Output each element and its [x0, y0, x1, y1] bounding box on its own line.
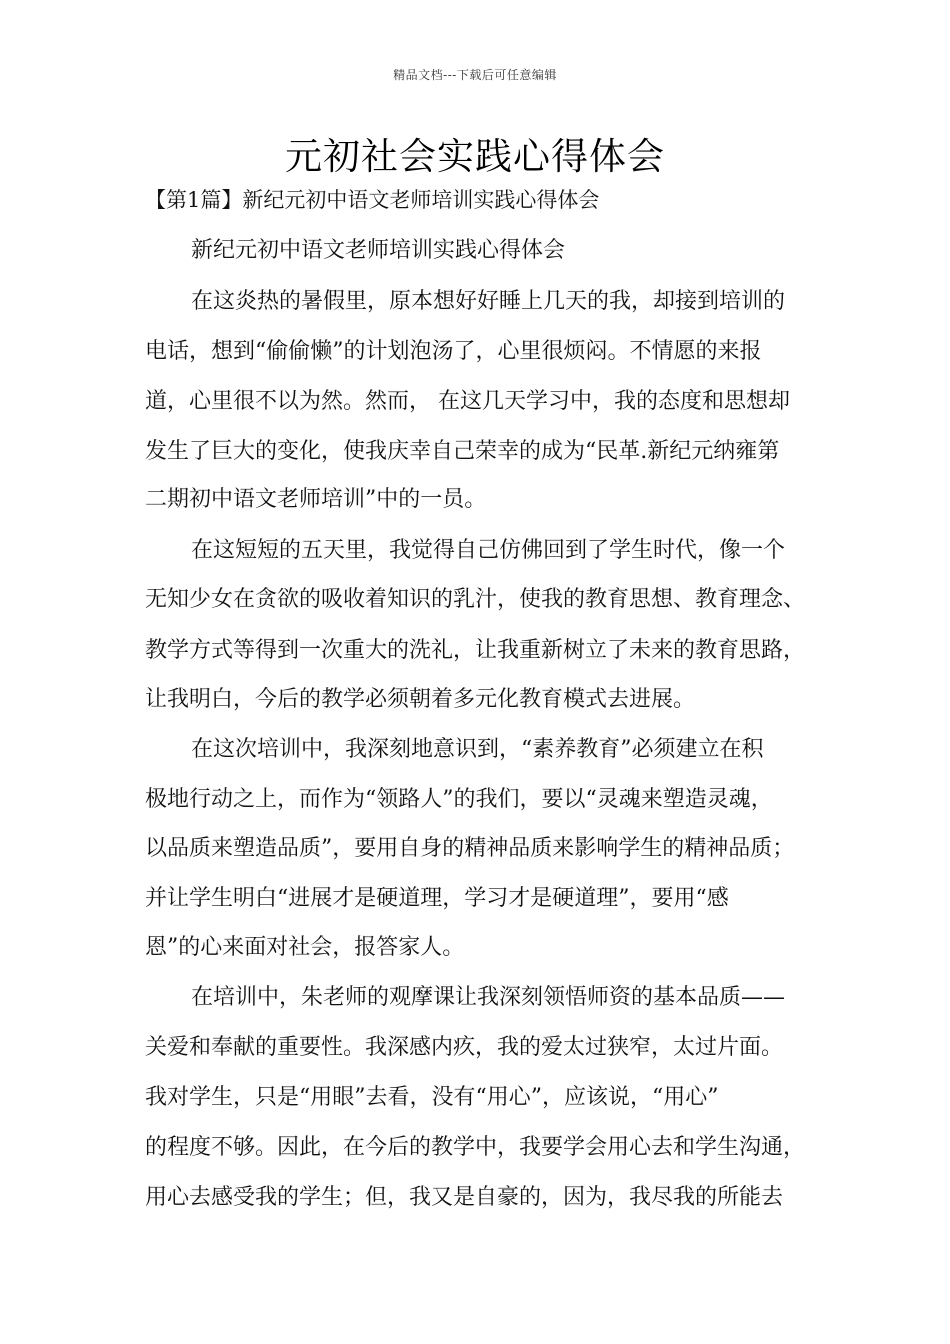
paragraph-line: 我对学生，只是“用眼”去看，没有“用心”，应该说，“用心”: [145, 1085, 719, 1110]
paragraph-line: 在培训中，朱老师的观摩课让我深刻领悟师资的基本品质——: [191, 985, 786, 1010]
paragraph-line: 在这次培训中，我深刻地意识到，“素养教育”必须建立在积: [191, 737, 764, 762]
paragraph-line: 关爱和奉献的重要性。我深感内疚，我的爱太过狭窄，太过片面。: [145, 1035, 784, 1060]
paragraph-line: 以品质来塑造品质”，要用自身的精神品质来影响学生的精神品质；: [145, 836, 795, 861]
paragraph-line: 在这炎热的暑假里，原本想好好睡上几天的我，却接到培训的: [191, 289, 786, 314]
paragraph-line: 并让学生明白“进展才是硬道理，学习才是硬道理”，要用“感: [145, 886, 729, 911]
paragraph-line: 无知少女在贪欲的吸收着知识的乳汁，使我的教育思想、教育理念、: [145, 587, 806, 612]
paragraph-line: 让我明白，今后的教学必须朝着多元化教育模式去进展。: [145, 687, 696, 712]
paragraph-line: 用心去感受我的学生；但，我又是自豪的，因为，我尽我的所能去: [145, 1185, 784, 1210]
section-heading: 【第1篇】新纪元初中语文老师培训实践心得体会: [145, 188, 600, 212]
paragraph-line: 发生了巨大的变化，使我庆幸自己荣幸的成为“民革.新纪元纳雍第: [145, 439, 780, 464]
subtitle-line: 新纪元初中语文老师培训实践心得体会: [191, 238, 566, 263]
paragraph-line: 教学方式等得到一次重大的洗礼，让我重新树立了未来的教育思路，: [145, 638, 806, 663]
paragraph-line: 二期初中语文老师培训”中的一员。: [145, 487, 487, 512]
paragraph-line: 极地行动之上，而作为“领路人”的我们，要以“灵魂来塑造灵魂，: [145, 787, 773, 812]
paragraph-line: 电话，想到“偷偷懒”的计划泡汤了，心里很烦闷。不情愿的来报: [145, 339, 762, 364]
paragraph-line: 的程度不够。因此，在今后的教学中，我要学会用心去和学生沟通，: [145, 1135, 806, 1160]
paragraph-line: 道，心里很不以为然。然而， 在这几天学习中，我的态度和思想却: [145, 389, 790, 414]
paragraph-line: 在这短短的五天里，我觉得自己仿佛回到了学生时代，像一个: [191, 538, 786, 563]
paragraph-line: 恩”的心来面对社会，报答家人。: [145, 935, 465, 960]
document-title: 元初社会实践心得体会: [285, 135, 665, 178]
header-note: 精品文档---下载后可任意编辑: [393, 68, 557, 82]
